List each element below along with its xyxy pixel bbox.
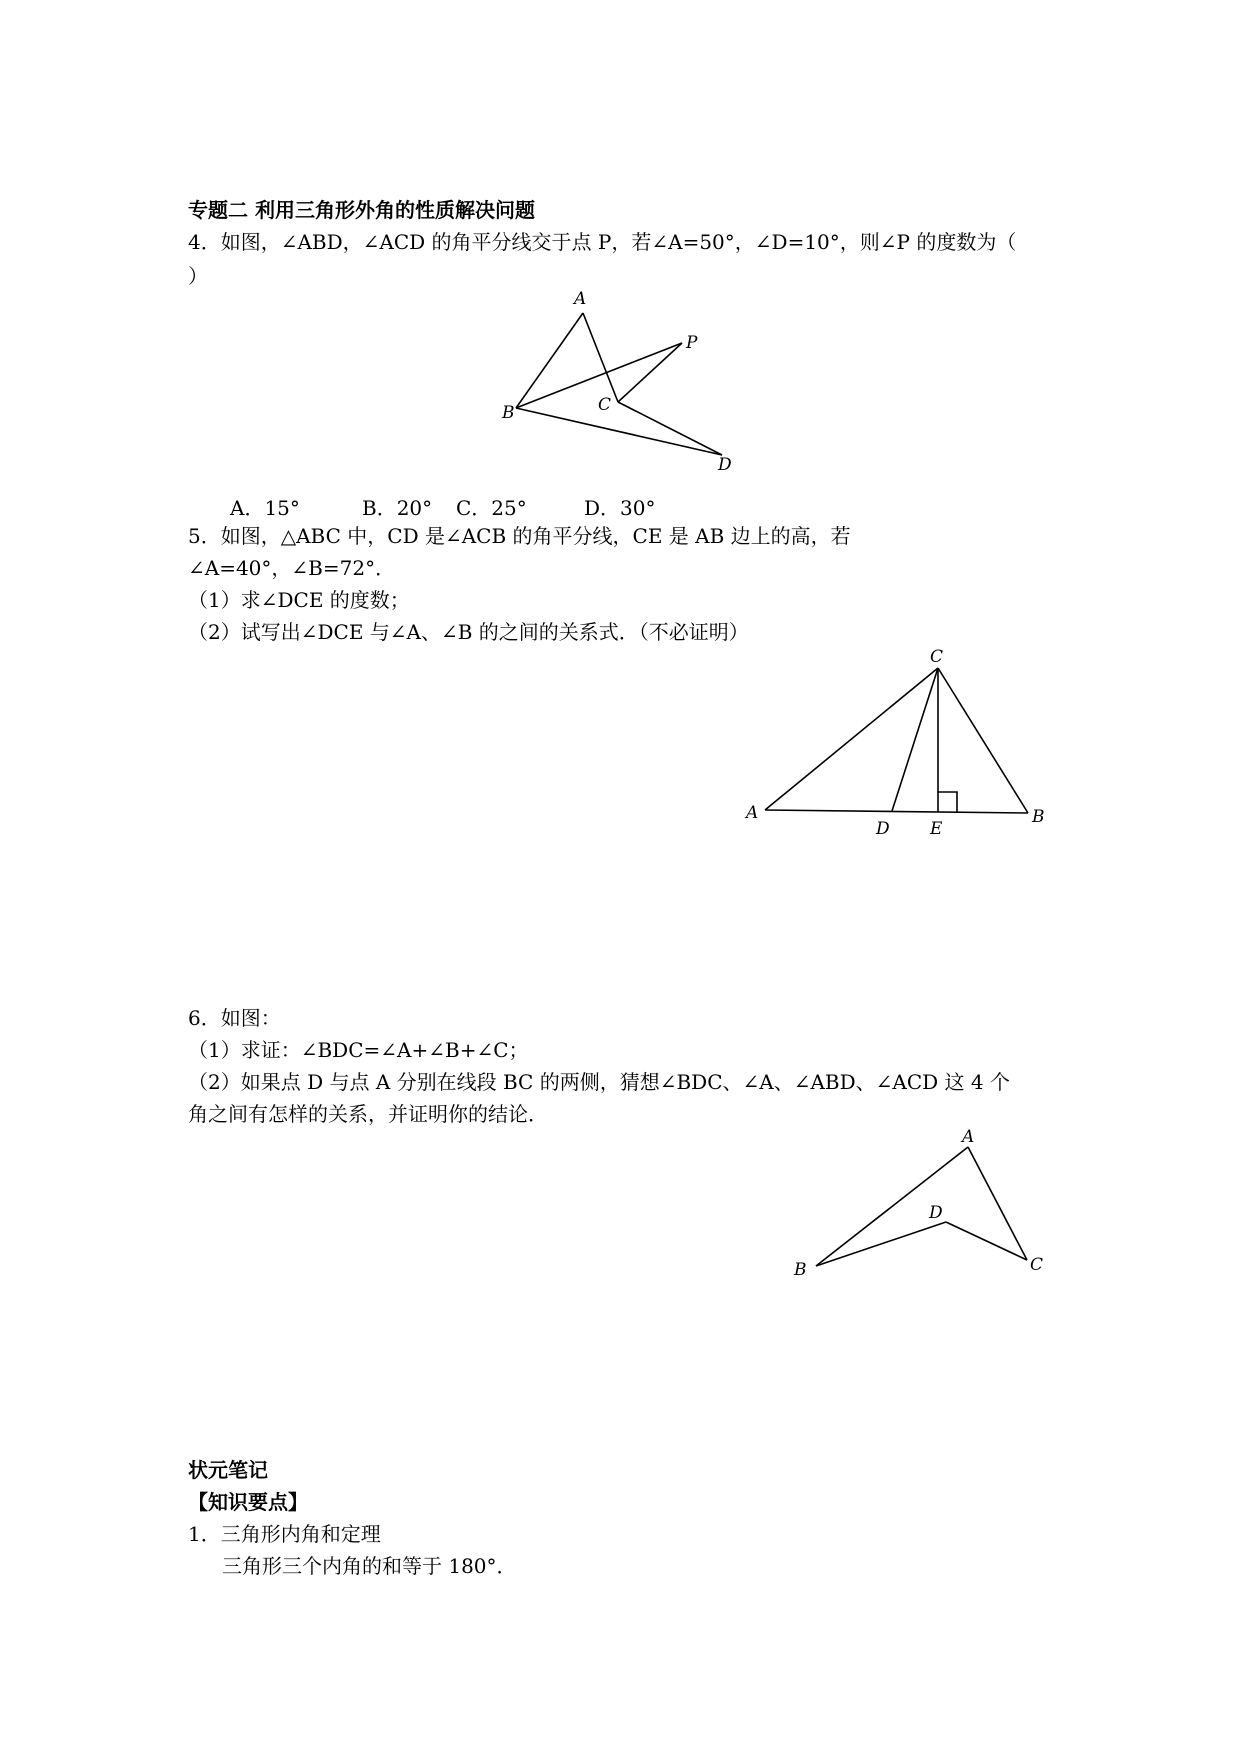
- q4-text-line1: 4．如图，∠ABD，∠ACD 的角平分线交于点 P，若∠A=50°，∠D=10°，则∠P 的度数为（: [188, 230, 1017, 254]
- q6-seg-BD: [816, 1222, 946, 1266]
- section-title: 专题二 利用三角形外角的性质解决问题: [188, 198, 535, 222]
- notes-title: 状元笔记: [188, 1458, 268, 1482]
- q4-label-D: D: [718, 455, 732, 475]
- q6-part1: （1）求证：∠BDC=∠A+∠B+∠C；: [188, 1038, 529, 1062]
- notes-item1-text: 三角形三个内角的和等于 180°．: [222, 1554, 517, 1578]
- q6-part3: 角之间有怎样的关系，并证明你的结论．: [188, 1102, 548, 1126]
- q4-label-P: P: [686, 333, 698, 353]
- notes-item1: 1．三角形内角和定理: [188, 1522, 381, 1546]
- q5-label-B: B: [1032, 807, 1045, 827]
- q4-option-d[interactable]: D．30°: [584, 496, 656, 520]
- q4-label-C: C: [598, 395, 612, 415]
- q6-seg-DC: [946, 1222, 1027, 1260]
- q5-part2: （2）试写出∠DCE 与∠A、∠B 的之间的关系式．（不必证明）: [188, 620, 749, 644]
- notes-subtitle: 【知识要点】: [188, 1490, 308, 1514]
- q6-label-C: C: [1030, 1255, 1044, 1275]
- q6-text-line1: 6．如图：: [188, 1006, 281, 1030]
- q4-label-A: A: [574, 289, 587, 309]
- q4-option-b[interactable]: B．20°: [362, 496, 433, 520]
- q5-label-A: A: [746, 803, 759, 823]
- q6-label-D: D: [929, 1203, 943, 1223]
- q4-option-a[interactable]: A．15°: [230, 496, 300, 520]
- q6-seg-AC: [968, 1147, 1027, 1260]
- q6-part2: （2）如果点 D 与点 A 分别在线段 BC 的两侧，猜想∠BDC、∠A、∠ABD、∠ACD 这 4 个: [188, 1070, 1010, 1094]
- q4-text-line2: ）: [188, 264, 208, 288]
- q5-label-C: C: [930, 647, 944, 667]
- q5-label-E: E: [930, 819, 943, 839]
- q6-label-B: B: [794, 1260, 807, 1280]
- q5-label-D: D: [876, 819, 890, 839]
- q5-text-line2: ∠A=40°，∠B=72°．: [188, 556, 396, 580]
- q6-seg-AB: [816, 1147, 968, 1266]
- q6-label-A: A: [962, 1127, 975, 1147]
- q5-text-line1: 5．如图，△ABC 中，CD 是∠ACB 的角平分线，CE 是 AB 边上的高，若: [188, 524, 851, 548]
- q4-option-c[interactable]: C．25°: [456, 496, 527, 520]
- q5-part1: （1）求∠DCE 的度数；: [188, 588, 410, 612]
- q4-label-B: B: [502, 403, 515, 423]
